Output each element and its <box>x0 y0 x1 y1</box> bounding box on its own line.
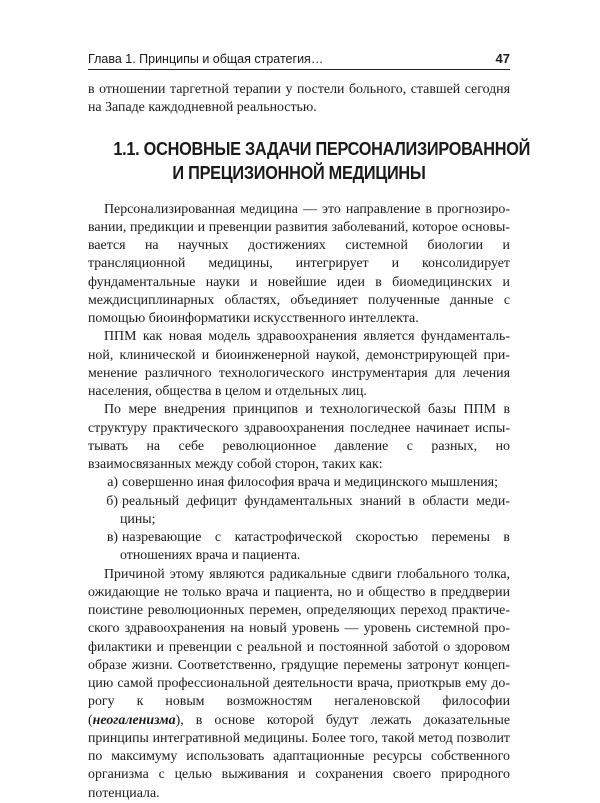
paragraph-4-text-end: ), в основе которой будут лежать доказательные принципы интегративной медицины. Более того, такой метод позволит по максимуму использовать адаптационные ресурсы собственного организма с целью выживания и сохранения своего природного потенциала. <box>88 712 510 801</box>
page-body <box>88 81 531 803</box>
running-header <box>88 46 510 66</box>
list-item-text: назревающие с катастрофической скоростью перемены в отношениях врача и пациента. <box>120 530 510 564</box>
paragraph-1: Персонализированная медицина — это направление в прогнозировании, предикции и превенции развития заболеваний, которое основывается на научных достижениях системной биологии и трансляционной медицины, интегрирует и консолидирует фундаментальные науки и новейшие идеи в биомедицинских и междисциплинарных областях, объединяет полученные данные с помощью биоинформатики искусственного интеллекта. <box>88 201 510 326</box>
paragraph-4-text-start: Причиной этому являются радикальные сдвиги глобального толка, ожидающие не только врача и пациента, но и общество в преддверии поистине революционных перемен, определяющих переход практического здравоохранения на новый уровень — уровень системной профилактики и превенции с реальной и постоянной заботой о здоровом образе жизни. Соответственно, грядущие перемены затронут концепцию самой профессиональной деятельности врача, приоткрыв ему дорогу к новым возможностям нeгаленовской философии ( <box>88 566 510 728</box>
paragraph-3: По мере внедрения принципов и технологической базы ППМ в структуру практического здравоохранения последнее начинает испытывать на себе революционное давление с разных, но взаимосвязанных между собой сторон, таких как: <box>88 402 510 472</box>
intro-paragraph: в отношении таргетной терапии у постели больного, ставшей сегодня на Западе каждодневной реальностью. <box>88 82 510 116</box>
list-marker: б) <box>106 493 118 509</box>
list-item <box>88 474 510 492</box>
paragraph-4 <box>88 566 510 803</box>
section-heading-line-2: И ПРЕЦИЗИОННОЙ МЕДИЦИНЫ <box>172 161 426 183</box>
list-item <box>88 529 510 566</box>
list-item-text: совершенно иная философия врача и медицинского мышления; <box>122 475 498 491</box>
list-item <box>88 493 510 530</box>
section-heading <box>113 137 531 185</box>
paragraph-2: ППМ как новая модель здравоохранения является фундаментальной, клинической и биоинженерной наукой, демонстрирующей применение различного технологического инструментария для лечения населения, общества в целом и отдельных лиц. <box>88 329 510 399</box>
consequences-list <box>88 474 510 565</box>
section-heading-line-1: 1.1. ОСНОВНЫЕ ЗАДАЧИ ПЕРСОНАЛИЗИРОВАННОЙ <box>113 137 531 159</box>
term-neogalenism: неогаленизма <box>92 712 176 728</box>
header-rule <box>88 69 510 70</box>
list-item-text: реальный дефицит фундаментальных знаний в области медицины; <box>120 493 510 527</box>
chapter-title: Глава 1. Принципы и общая стратегия… <box>88 52 324 66</box>
page-number: 47 <box>495 51 510 66</box>
list-marker: в) <box>106 530 118 545</box>
list-marker: а) <box>107 475 118 491</box>
